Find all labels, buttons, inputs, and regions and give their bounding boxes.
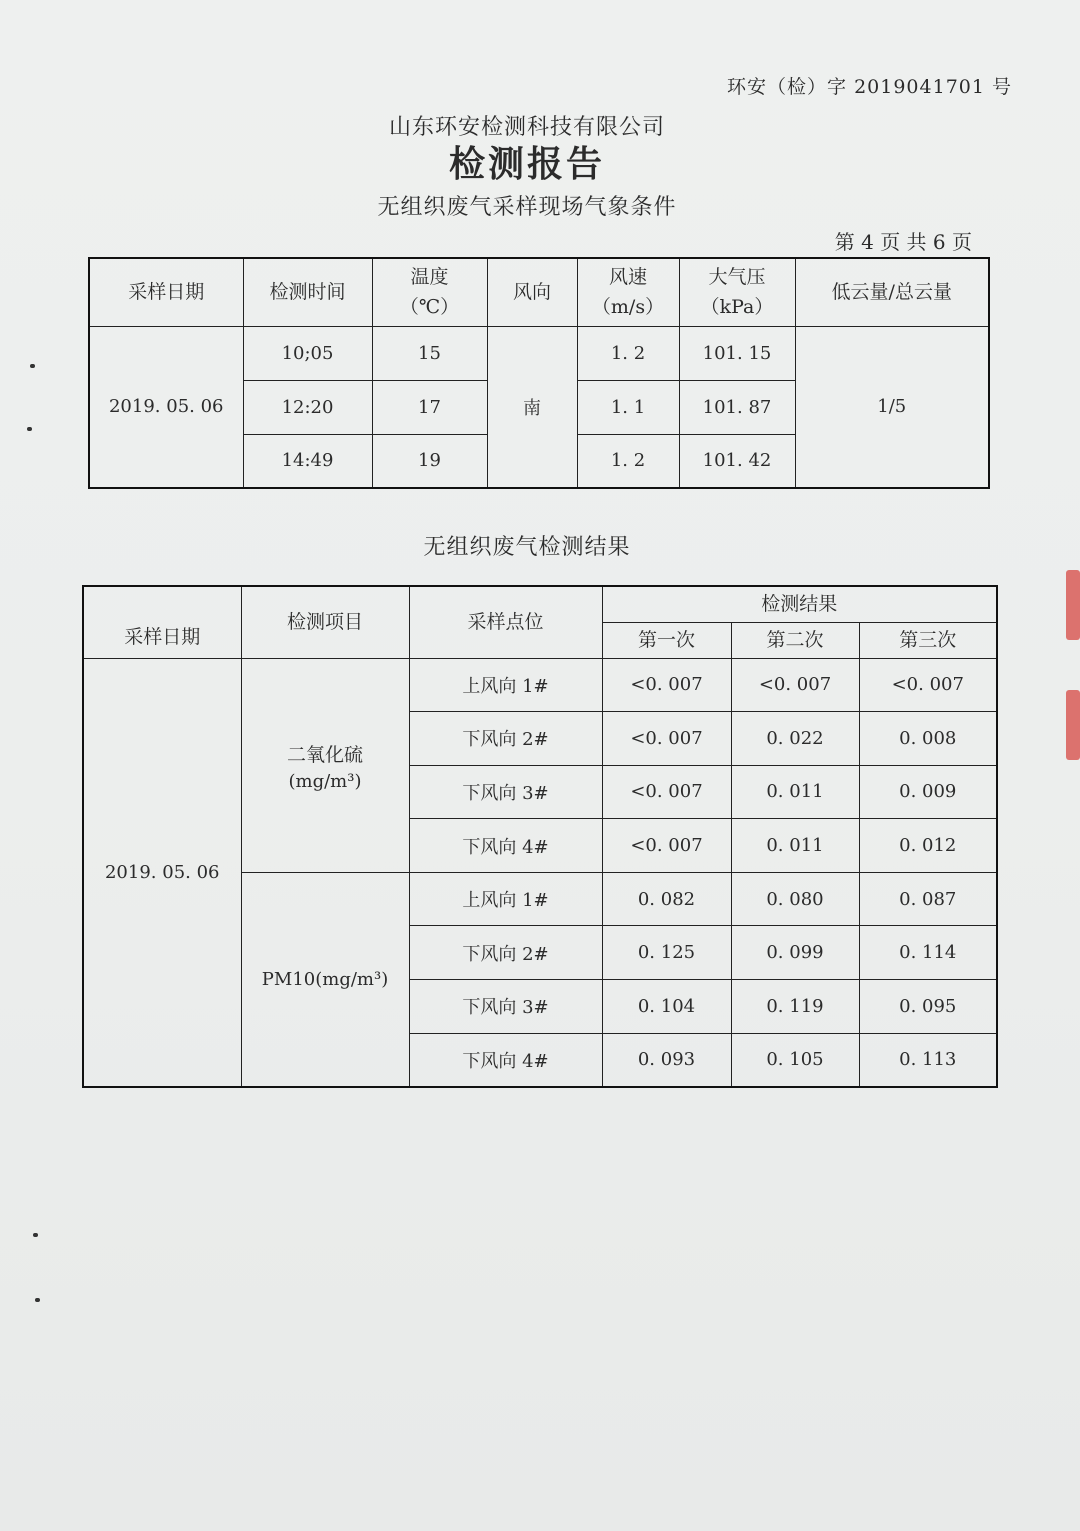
meteo-section-title: 无组织废气采样现场气象条件: [377, 195, 677, 220]
value-cell: <0. 007: [602, 765, 731, 819]
results-header-second: 第二次: [731, 622, 859, 658]
meteo-header-date: 采样日期: [89, 258, 243, 326]
results-section-title: 无组织废气检测结果: [423, 535, 631, 560]
seal-fragment: [1066, 690, 1080, 760]
point-cell: 下风向 3#: [409, 765, 602, 819]
value-cell: 0. 011: [731, 765, 859, 819]
value-cell: 0. 104: [602, 980, 731, 1034]
seal-fragment: [1066, 570, 1080, 640]
pressure-cell: 101. 15: [679, 326, 795, 380]
wind-dir-cell: 南: [487, 326, 577, 488]
binding-hole-mark: [33, 1233, 38, 1237]
pressure-cell: 101. 87: [679, 380, 795, 434]
value-cell: 0. 099: [731, 926, 859, 980]
report-title: 检测报告: [448, 143, 605, 185]
value-cell: 0. 009: [859, 765, 997, 819]
company-name: 山东环安检测科技有限公司: [388, 115, 665, 140]
report-number: 环安（检）字 2019041701 号: [727, 76, 1012, 98]
temp-cell: 17: [372, 380, 487, 434]
page-info: 第 4 页 共 6 页: [834, 230, 972, 254]
value-cell: 0. 113: [859, 1033, 997, 1087]
meteo-table: [88, 257, 990, 489]
results-header-item: 检测项目: [241, 586, 409, 658]
point-cell: 下风向 4#: [409, 819, 602, 873]
temp-cell: 15: [372, 326, 487, 380]
pressure-label: 大气压: [708, 266, 766, 289]
meteo-header-time: 检测时间: [243, 258, 372, 326]
item-unit: (mg/m³): [288, 770, 362, 792]
results-header-date: 采样日期: [83, 586, 241, 658]
value-cell: 0. 082: [602, 872, 731, 926]
item-cell-pm10: [241, 872, 409, 1086]
wind-speed-cell: 1. 2: [577, 326, 679, 380]
meteo-header-cloud: 低云量/总云量: [795, 258, 989, 326]
table-row: [83, 658, 997, 712]
value-cell: <0. 007: [859, 658, 997, 712]
table-row: [89, 326, 989, 380]
point-cell: 下风向 2#: [409, 712, 602, 766]
value-cell: 0. 080: [731, 872, 859, 926]
wind-speed-label: 风速: [608, 266, 647, 289]
item-name: 二氧化硫: [286, 743, 363, 766]
meteo-header-wind-speed: [577, 258, 679, 326]
value-cell: 0. 022: [731, 712, 859, 766]
pressure-cell: 101. 42: [679, 434, 795, 488]
item-cell-so2: [241, 658, 409, 872]
value-cell: 0. 087: [859, 872, 997, 926]
value-cell: 0. 114: [859, 926, 997, 980]
binding-hole-mark: [27, 427, 32, 431]
results-header-result: 检测结果: [602, 586, 997, 622]
value-cell: 0. 012: [859, 819, 997, 873]
value-cell: 0. 093: [602, 1033, 731, 1087]
point-cell: 上风向 1#: [409, 658, 602, 712]
cloud-cell: 1/5: [795, 326, 989, 488]
binding-hole-mark: [30, 364, 35, 368]
results-date-cell: 2019. 05. 06: [83, 658, 241, 1087]
temp-cell: 19: [372, 434, 487, 488]
value-cell: 0. 119: [731, 980, 859, 1034]
item-name: PM10(mg/m³): [261, 968, 389, 990]
value-cell: 0. 125: [602, 926, 731, 980]
time-cell: 12:20: [243, 380, 372, 434]
results-header-first: 第一次: [602, 622, 731, 658]
value-cell: 0. 105: [731, 1033, 859, 1087]
value-cell: 0. 011: [731, 819, 859, 873]
wind-speed-unit: （m/s）: [591, 296, 665, 319]
value-cell: 0. 008: [859, 712, 997, 766]
meteo-header-wind-dir: 风向: [487, 258, 577, 326]
value-cell: <0. 007: [602, 712, 731, 766]
value-cell: <0. 007: [731, 658, 859, 712]
temp-unit: （℃）: [399, 296, 460, 319]
meteo-header-temp: [372, 258, 487, 326]
point-cell: 下风向 3#: [409, 980, 602, 1034]
results-header-point: 采样点位: [409, 586, 602, 658]
pressure-unit: （kPa）: [700, 296, 774, 319]
binding-hole-mark: [35, 1298, 40, 1302]
point-cell: 下风向 2#: [409, 926, 602, 980]
time-cell: 10;05: [243, 326, 372, 380]
results-header-third: 第三次: [859, 622, 997, 658]
point-cell: 下风向 4#: [409, 1033, 602, 1087]
meteo-header-pressure: [679, 258, 795, 326]
wind-speed-cell: 1. 2: [577, 434, 679, 488]
results-table: [82, 585, 998, 1088]
meteo-date-cell: 2019. 05. 06: [89, 326, 243, 488]
value-cell: <0. 007: [602, 658, 731, 712]
value-cell: 0. 095: [859, 980, 997, 1034]
value-cell: <0. 007: [602, 819, 731, 873]
point-cell: 上风向 1#: [409, 872, 602, 926]
temp-label: 温度: [410, 266, 449, 289]
wind-speed-cell: 1. 1: [577, 380, 679, 434]
time-cell: 14:49: [243, 434, 372, 488]
